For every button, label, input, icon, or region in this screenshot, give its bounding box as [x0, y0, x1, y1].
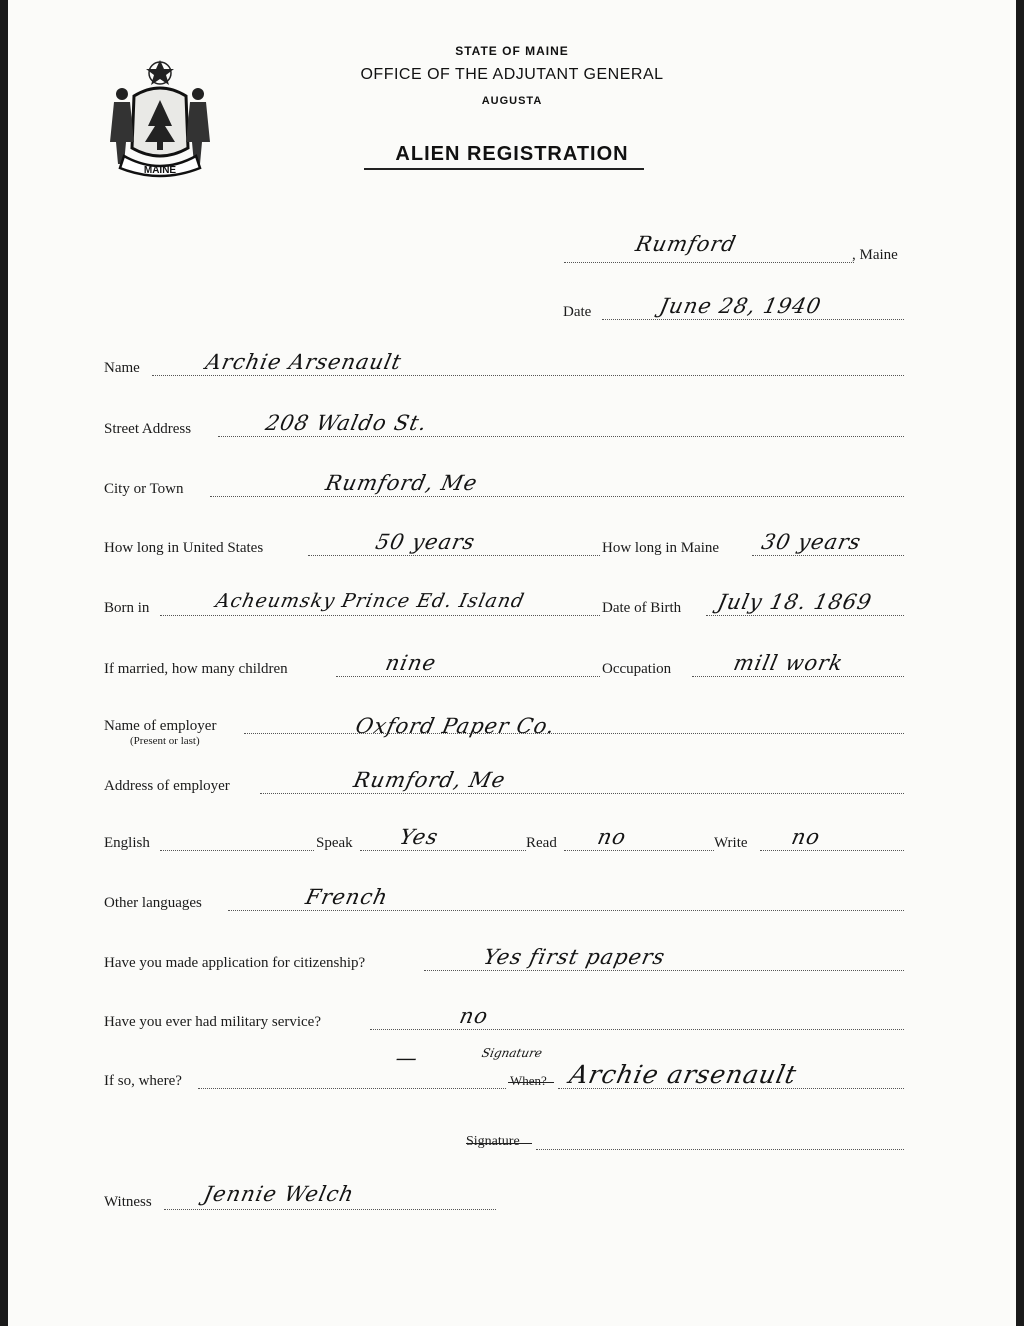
if-so-where-label: If so, where? [104, 1073, 182, 1089]
date-of-birth-line [706, 615, 904, 616]
maine-label: , Maine [852, 247, 898, 263]
when-label: When? [510, 1073, 547, 1088]
town-line [564, 262, 854, 263]
employer-name-label: Name of employer [104, 718, 217, 734]
english-label: English [104, 835, 150, 851]
date-of-birth-label: Date of Birth [602, 600, 682, 616]
citizenship-label: Have you made application for citizenship? [104, 955, 366, 971]
other-languages-entry: French [303, 885, 391, 909]
name-label: Name [104, 360, 140, 376]
read-line [564, 850, 714, 851]
employer-name-line [244, 733, 904, 734]
witness-label: Witness [104, 1194, 152, 1210]
header-city: AUGUSTA [481, 95, 543, 107]
citizenship-line [424, 970, 904, 971]
employer-address-entry: Rumford, Me [351, 768, 508, 792]
date-line [602, 319, 904, 320]
born-in-label: Born in [104, 600, 150, 616]
children-label: If married, how many children [104, 661, 288, 677]
born-in-line [160, 615, 600, 616]
speak-entry: Yes [397, 825, 441, 849]
how-long-maine-entry: 30 years [759, 530, 864, 554]
street-address-line [218, 436, 904, 437]
write-label: Write [714, 835, 748, 851]
header-state: STATE OF MAINE [455, 44, 569, 58]
children-entry: nine [383, 651, 439, 675]
form-title: ALIEN REGISTRATION [395, 143, 629, 165]
date-of-birth-entry: July 18. 1869 [715, 590, 875, 614]
if-so-where-line [198, 1088, 506, 1089]
signature-label: Signature [466, 1134, 520, 1149]
employer-name-entry: Oxford Paper Co. [353, 714, 558, 738]
military-entry: no [457, 1004, 491, 1028]
date-label: Date [563, 304, 592, 320]
write-entry: no [789, 825, 823, 849]
signature-note-entry: Signature [480, 1046, 544, 1060]
read-label: Read [526, 835, 557, 851]
when-strikethrough [508, 1082, 554, 1083]
other-languages-line [228, 910, 904, 911]
english-line [160, 850, 314, 851]
employer-note: (Present or last) [130, 735, 200, 747]
name-entry: Archie Arsenault [203, 350, 405, 374]
registration-form [8, 0, 1016, 1326]
seal-banner-text: MAINE [143, 165, 177, 176]
children-line [336, 676, 600, 677]
how-long-us-label: How long in United States [104, 540, 264, 556]
header-office: OFFICE OF THE ADJUTANT GENERAL [360, 66, 664, 83]
witness-entry: Jennie Welch [201, 1182, 357, 1206]
city-label: City or Town [104, 481, 184, 497]
if-so-where-entry: — [393, 1046, 421, 1070]
how-long-us-line [308, 555, 600, 556]
occupation-label: Occupation [602, 661, 672, 677]
signature-entry: Archie arsenault [566, 1060, 800, 1089]
read-entry: no [595, 825, 629, 849]
employer-address-label: Address of employer [104, 778, 230, 794]
witness-line [164, 1209, 496, 1210]
occupation-entry: mill work [731, 651, 846, 675]
how-long-us-entry: 50 years [373, 530, 478, 554]
write-line [760, 850, 904, 851]
employer-address-line [260, 793, 904, 794]
date-entry: June 28, 1940 [657, 294, 824, 318]
occupation-line [692, 676, 904, 677]
how-long-maine-line [752, 555, 904, 556]
city-line [210, 496, 904, 497]
title-underline [364, 168, 644, 170]
citizenship-entry: Yes first papers [481, 945, 668, 969]
military-line [370, 1029, 904, 1030]
military-label: Have you ever had military service? [104, 1014, 321, 1030]
city-entry: Rumford, Me [323, 471, 480, 495]
signature-line [536, 1149, 904, 1150]
speak-label: Speak [316, 835, 353, 851]
town-entry: Rumford [633, 232, 739, 256]
born-in-entry: Acheumsky Prince Ed. Island [213, 590, 527, 612]
street-address-entry: 208 Waldo St. [263, 411, 430, 435]
speak-line [360, 850, 526, 851]
signature-strikethrough [466, 1143, 532, 1144]
how-long-maine-label: How long in Maine [602, 540, 720, 556]
street-address-label: Street Address [104, 421, 192, 437]
other-languages-label: Other languages [104, 895, 202, 911]
name-line [152, 375, 904, 376]
